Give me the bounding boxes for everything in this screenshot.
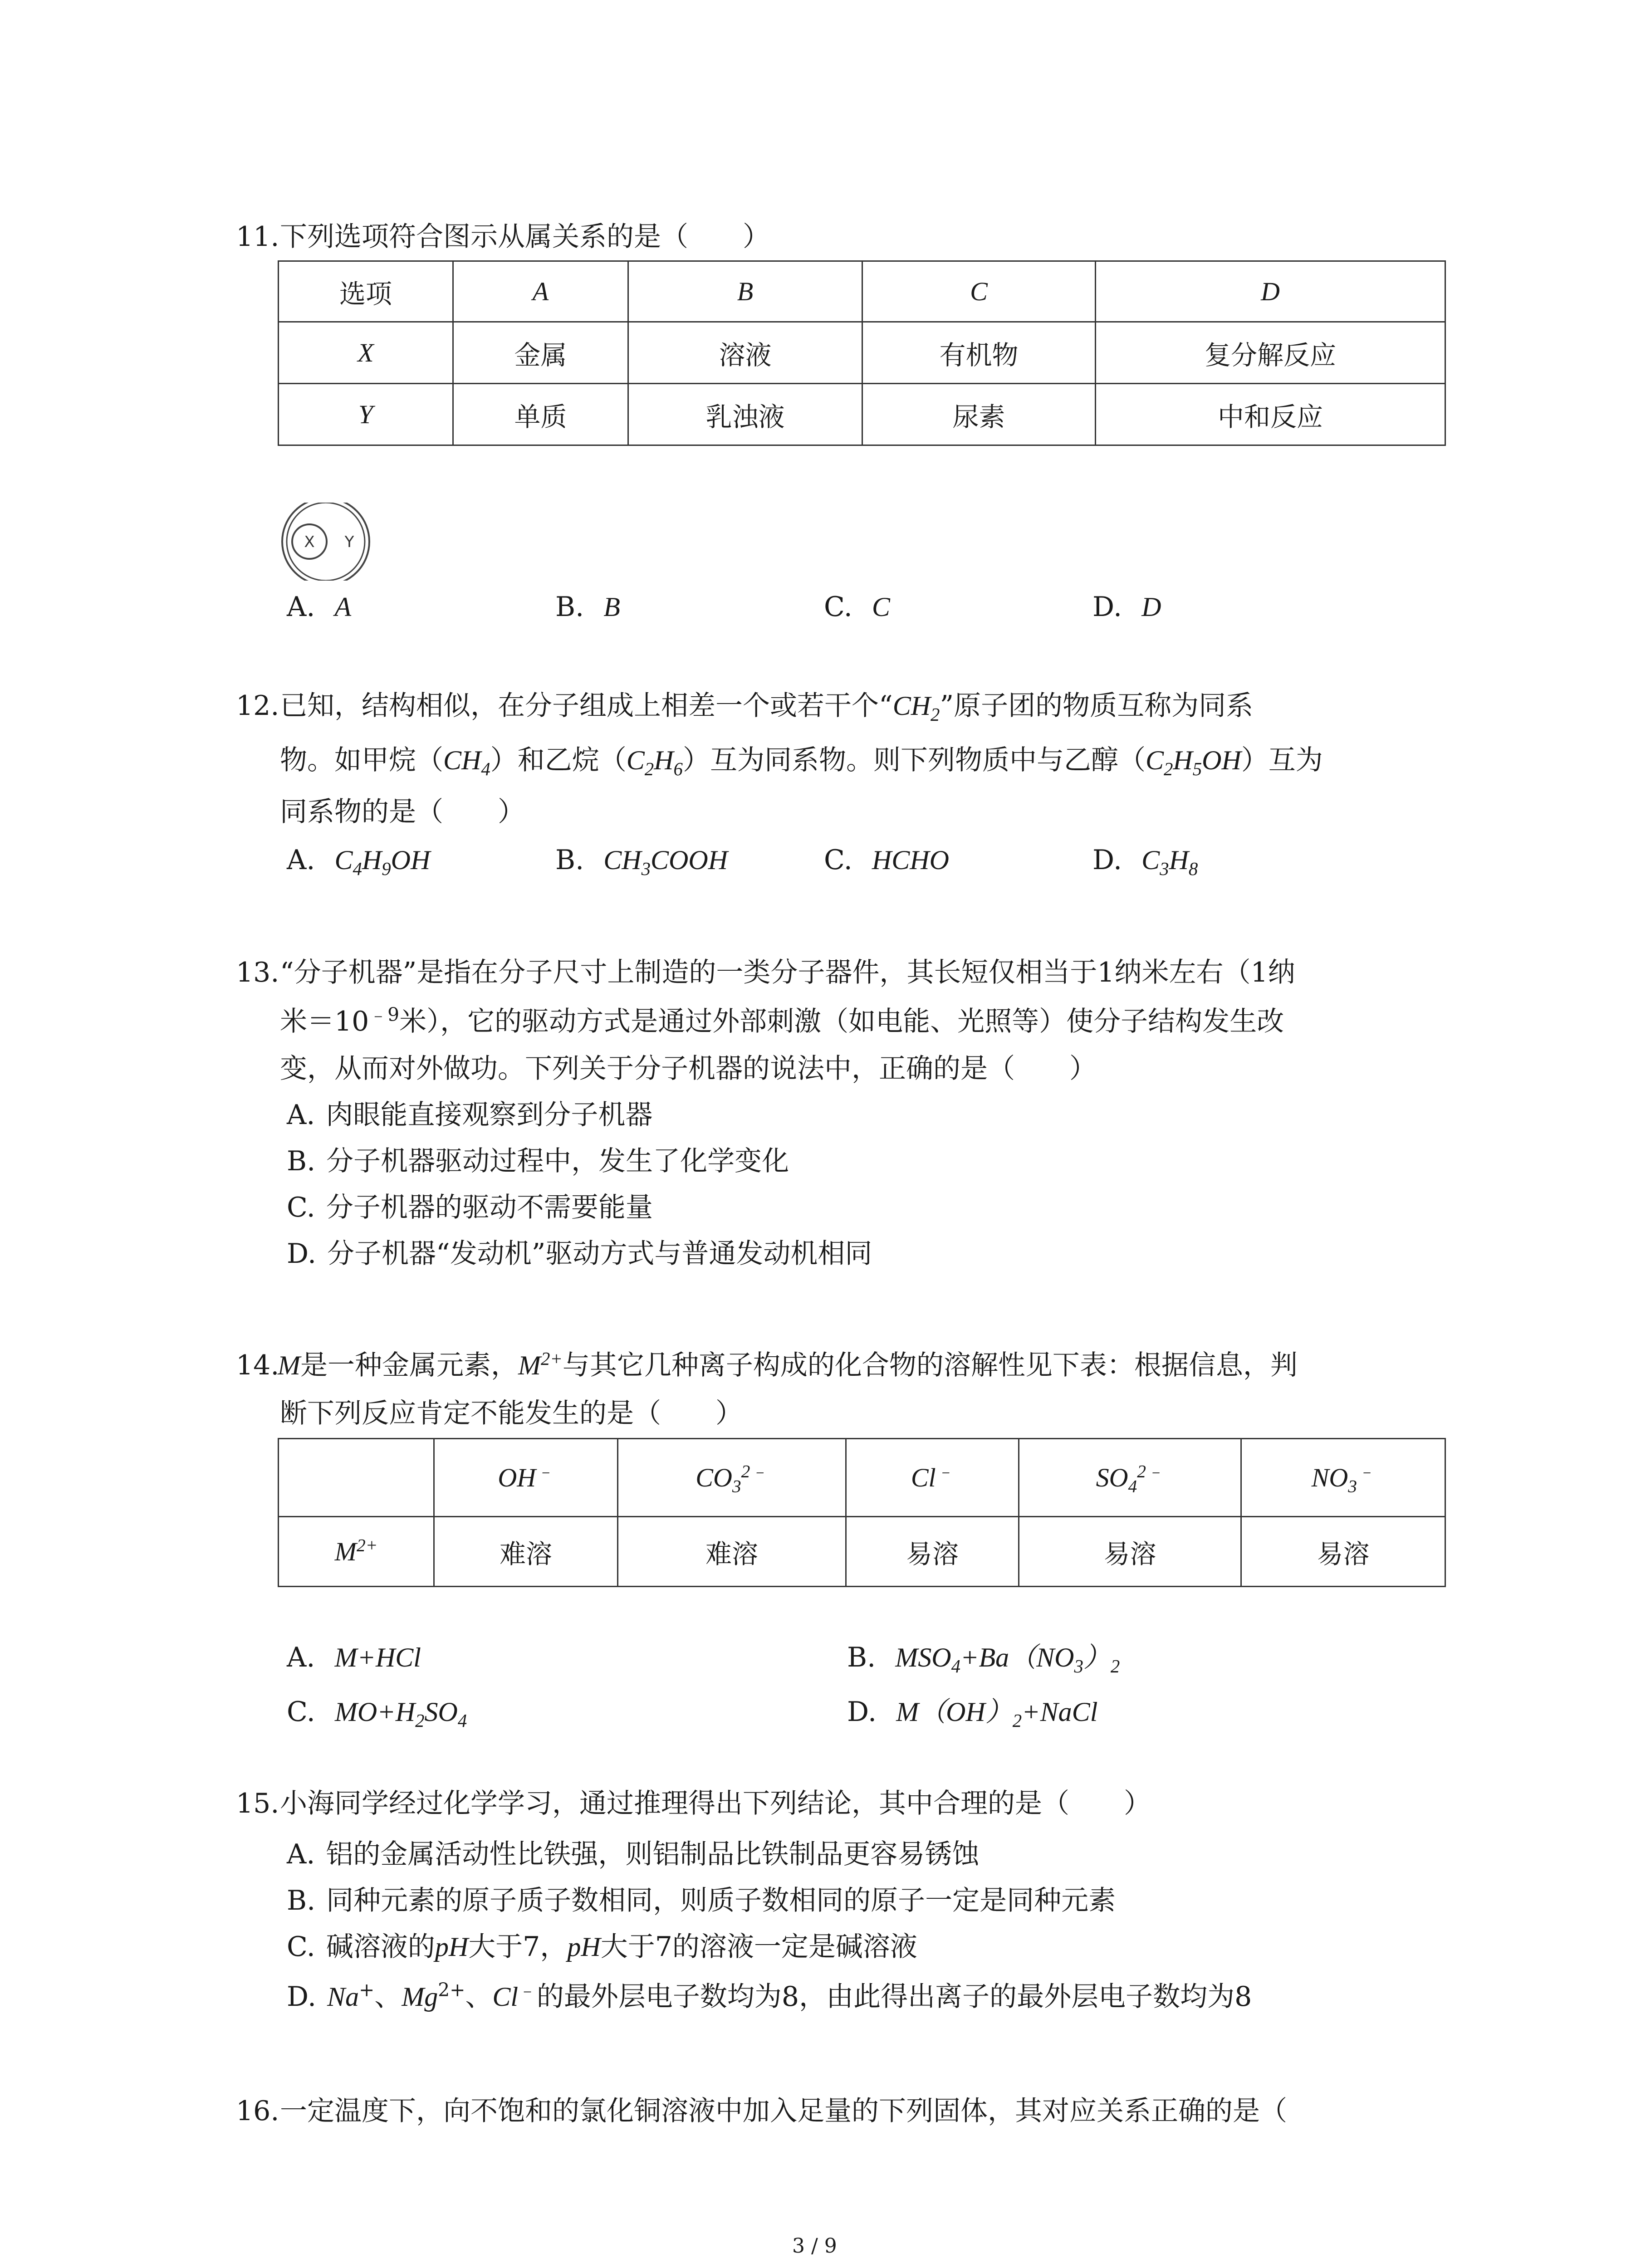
q11-subset-diagram xyxy=(278,503,376,581)
q14-option-b[interactable]: B. $MSO_4+Ba(NO_3)_2$ xyxy=(847,1642,1120,1677)
q11-table-row xyxy=(279,261,1445,322)
q12-option-b[interactable]: B. $CH_3COOH$ xyxy=(555,844,728,879)
q15-stem: 小海同学经过化学学习，通过推理得出下列结论，其中合理的是（ ） xyxy=(280,1788,1151,1819)
option-label: C. xyxy=(824,591,852,623)
option-text: B xyxy=(603,592,620,622)
q14-header-cell: $NO_3^﹣$ xyxy=(1241,1439,1445,1517)
option-label: B. xyxy=(555,591,584,623)
q15-option-a[interactable]: A. 铝的金属活动性比铁强，则铝制品比铁制品更容易锈蚀 xyxy=(287,1838,980,1870)
q14-line-2: 断下列反应肯定不能发生的是（ ） xyxy=(280,1398,743,1429)
q11-cell: 溶液 xyxy=(628,322,862,384)
q14-option-c[interactable]: C. $MO+H_2SO_4$ xyxy=(287,1696,467,1731)
q11-cell: 尿素 xyxy=(862,384,1096,445)
q14-cell: 难溶 xyxy=(434,1517,618,1587)
q13-line-3: 变，从而对外做功。下列关于分子机器的说法中，正确的是（ ） xyxy=(280,1053,1097,1085)
q11-cell: X xyxy=(279,322,453,384)
q11-option-a[interactable] xyxy=(287,593,351,621)
q12-option-c[interactable]: C. HCHO xyxy=(824,844,949,876)
q14-value-row xyxy=(279,1517,1445,1587)
q15-option-b[interactable]: B. 同种元素的原子质子数相同，则质子数相同的原子一定是同种元素 xyxy=(287,1885,1116,1916)
q13-line-1: “分子机器”是指在分子尺寸上制造的一类分子器件，其长短仅相当于1纳米左右（1纳 xyxy=(280,957,1295,988)
q13-option-c[interactable]: C. 分子机器的驱动不需要能量 xyxy=(287,1192,653,1223)
q15-number: 15. xyxy=(236,1788,279,1819)
q14-header-cell: Cl﹣ xyxy=(846,1439,1019,1517)
q11-cell: B xyxy=(628,261,862,322)
q11-table xyxy=(278,260,1446,446)
q14-header-cell: OH﹣ xyxy=(434,1439,618,1517)
q15-option-c[interactable]: C. 碱溶液的pH大于7，pH大于7的溶液一定是碱溶液 xyxy=(287,1931,917,1963)
q11-cell: Y xyxy=(279,384,453,445)
q13-line-2: 米$=10^{﹣9}$米），它的驱动方式是通过外部刺激（如电能、光照等）使分子结构发生改 xyxy=(280,1004,1284,1037)
q11-cell: 复分解反应 xyxy=(1096,322,1445,384)
q13-option-a[interactable]: A. 肉眼能直接观察到分子机器 xyxy=(287,1099,653,1131)
option-label: D. xyxy=(1092,591,1122,623)
q11-table-row xyxy=(279,322,1445,384)
q14-header-cell: $SO_4^{2﹣}$ xyxy=(1019,1439,1241,1517)
option-text: D xyxy=(1141,592,1161,622)
q11-cell: 乳浊液 xyxy=(628,384,862,445)
q11-cell: C xyxy=(862,261,1096,322)
q16-number: 16. xyxy=(236,2095,279,2127)
q12-line-2: 物。如甲烷$(CH_4)$和乙烷$(C_2H_6)$互为同系物。则下列物质中与乙醇$(C_2H_5OH)$互为 xyxy=(280,744,1323,779)
q14-header-cell xyxy=(279,1439,434,1517)
q11-option-d[interactable] xyxy=(1092,593,1161,621)
q11-cell: 金属 xyxy=(453,322,628,384)
q14-option-d[interactable]: D. $M(OH)_2+NaCl$ xyxy=(847,1696,1098,1731)
q11-cell: 中和反应 xyxy=(1096,384,1445,445)
q14-header-row xyxy=(279,1439,1445,1517)
q11-stem: 下列选项符合图示从属关系的是（ ） xyxy=(280,221,770,253)
option-text: A xyxy=(334,592,352,622)
q11-cell: A xyxy=(453,261,628,322)
q16-stem: 一定温度下，向不饱和的氯化铜溶液中加入足量的下列固体，其对应关系正确的是（ xyxy=(280,2095,1287,2127)
q11-table-row xyxy=(279,384,1445,445)
q15-option-d[interactable]: D. Na+、$Mg^{2+}$、Cl﹣的最外层电子数均为8，由此得出离子的最外层电子数均为8 xyxy=(287,1979,1252,2013)
q12-option-a[interactable]: A. $C_4H_9OH$ xyxy=(287,844,431,879)
q14-line-1: M是一种金属元素，$M^{2+}$与其它几种离子构成的化合物的溶解性见下表：根据信息，判 xyxy=(278,1349,1298,1381)
q11-cell: 有机物 xyxy=(862,322,1096,384)
q14-header-cell: $CO_3^{2﹣}$ xyxy=(618,1439,846,1517)
q14-cell: 易溶 xyxy=(1241,1517,1445,1587)
q14-cell: 难溶 xyxy=(618,1517,846,1587)
q13-number: 13. xyxy=(236,957,279,988)
q11-cell: 选项 xyxy=(279,261,453,322)
q12-number: 12. xyxy=(236,690,279,722)
q14-number: 14. xyxy=(236,1349,279,1381)
q14-cell: 易溶 xyxy=(846,1517,1019,1587)
q11-diagram-outer-label: Y xyxy=(344,533,354,551)
q11-cell: D xyxy=(1096,261,1445,322)
q12-option-d[interactable]: D. $C_3H_8$ xyxy=(1092,844,1198,879)
q12-line-3: 同系物的是（ ） xyxy=(280,796,525,828)
q11-option-c[interactable] xyxy=(824,593,890,621)
option-text: C xyxy=(872,592,890,622)
q12-line-1: 已知，结构相似，在分子组成上相差一个或若干个“$CH_2$”原子团的物质互称为同系 xyxy=(280,690,1254,725)
q14-row-label: $M^{2+}$ xyxy=(279,1517,434,1587)
q13-option-d[interactable]: D. 分子机器“发动机”驱动方式与普通发动机相同 xyxy=(287,1238,872,1270)
page-number: 3 / 9 xyxy=(792,2234,837,2258)
q11-diagram-inner-label: X xyxy=(304,533,315,551)
q11-cell: 单质 xyxy=(453,384,628,445)
option-label: A. xyxy=(287,591,315,623)
q14-cell: 易溶 xyxy=(1019,1517,1241,1587)
q11-number: 11. xyxy=(236,221,279,253)
q14-option-a[interactable]: A. M+HCl xyxy=(287,1642,421,1673)
q13-option-b[interactable]: B. 分子机器驱动过程中，发生了化学变化 xyxy=(287,1145,789,1177)
q14-solubility-table xyxy=(278,1438,1446,1587)
q11-option-b[interactable] xyxy=(555,593,620,621)
